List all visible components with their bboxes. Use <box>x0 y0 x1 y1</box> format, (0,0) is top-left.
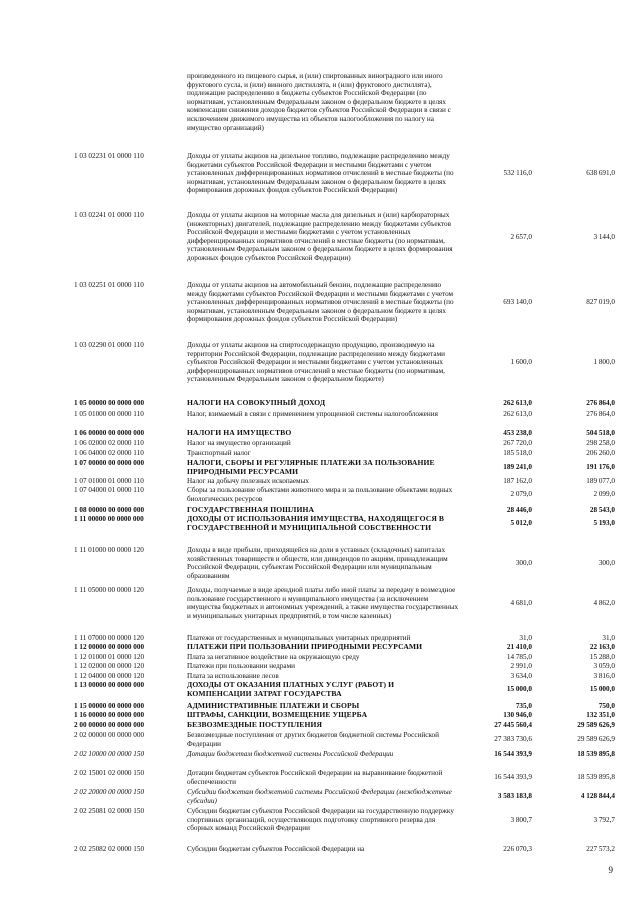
row-code: 2 02 25082 02 0000 150 <box>74 845 145 853</box>
row-code: 2 02 00000 00 0000 000 <box>74 731 145 739</box>
row-description: Дотации бюджетам бюджетной системы Российской Федерации <box>187 750 394 758</box>
row-value-year1: 3 583 183,8 <box>497 792 532 800</box>
row-code: 1 11 05000 00 0000 120 <box>74 586 144 594</box>
row-code: 1 12 04000 00 0000 120 <box>74 672 145 680</box>
row-code: 1 05 01000 00 0000 110 <box>74 410 144 418</box>
row-value-year1: 262 613,0 <box>503 410 532 418</box>
row-value-year2: 3 144,0 <box>593 233 615 241</box>
row-description: АДМИНИСТРАТИВНЫЕ ПЛАТЕЖИ И СБОРЫ <box>187 701 360 710</box>
row-value-year1: 453 238,0 <box>503 429 532 437</box>
row-code: 1 06 04000 02 0000 110 <box>74 449 144 457</box>
row-value-year2: 28 543,0 <box>589 506 615 514</box>
row-value-year2: 18 539 895,8 <box>577 773 615 781</box>
row-value-year1: 31,0 <box>519 634 532 642</box>
row-value-year2: 298 258,0 <box>586 439 615 447</box>
row-value-year1: 2 991,0 <box>510 662 532 670</box>
row-code: 1 06 02000 02 0000 110 <box>74 439 144 447</box>
row-value-year2: 4 128 844,4 <box>580 792 615 800</box>
row-value-year1: 27 383 730,6 <box>494 735 532 743</box>
row-value-year1: 2 657,0 <box>510 233 532 241</box>
row-value-year2: 29 589 626,9 <box>577 721 615 729</box>
row-value-year2: 3 059,0 <box>593 662 615 670</box>
row-value-year1: 693 140,0 <box>503 298 532 306</box>
row-description: Безвозмездные поступления от других бюджетов бюджетной системы Российской Федерации <box>187 731 439 748</box>
row-value-year1: 185 518,0 <box>503 449 532 457</box>
row-code: 1 13 00000 00 0000 000 <box>74 681 145 689</box>
row-value-year1: 189 241,0 <box>503 463 532 471</box>
row-value-year2: 5 193,0 <box>593 519 615 527</box>
row-description: Налог, взимаемый в связи с применением упрощенной системы налогообложения <box>187 410 438 418</box>
row-code: 1 03 02290 01 0000 110 <box>74 341 144 349</box>
row-description: БЕЗВОЗМЕЗДНЫЕ ПОСТУПЛЕНИЯ <box>187 720 323 729</box>
row-value-year1: 16 544 393,9 <box>494 750 532 758</box>
row-description: Транспортный налог <box>187 449 251 457</box>
row-code: 2 02 10000 00 0000 150 <box>74 750 145 758</box>
row-code: 1 08 00000 00 0000 000 <box>74 506 145 514</box>
row-value-year1: 14 785,0 <box>506 653 532 661</box>
row-value-year2: 2 099,0 <box>593 490 615 498</box>
row-value-year1: 16 544 393,9 <box>494 773 532 781</box>
row-value-year1: 267 720,0 <box>503 439 532 447</box>
row-description: Доходы от уплаты акцизов на спиртосодержащую продукцию, производимую на территории Российской Федерации, подлежащие распределению между бюджетами субъектов Российской Федерации и местными бюджетами с учетом установленных дифференцированных нормативов отчислений в местные бюджеты (по нормативам, установленным Федеральным законом о федеральном бюджете) <box>187 341 445 384</box>
row-code: 1 11 01000 00 0000 120 <box>74 546 144 554</box>
row-value-year2: 191 176,0 <box>586 463 615 471</box>
row-description: НАЛОГИ НА СОВОКУПНЫЙ ДОХОД <box>187 398 326 407</box>
row-value-year2: 31,0 <box>602 634 615 642</box>
row-description: Доходы, получаемые в виде арендной платы либо иной платы за передачу в возмездное пользование государственного и муниципального имущества (за исключением имущества бюджетных и автономных учреждений, а также имущества государственных и муниципальных унитарных предприятий, в том числе казенных) <box>187 586 459 620</box>
row-description: Платежи от государственных и муниципальных унитарных предприятий <box>187 634 411 642</box>
row-code: 1 11 07000 00 0000 120 <box>74 634 144 642</box>
row-value-year2: 638 691,0 <box>586 169 615 177</box>
row-value-year1: 1 600,0 <box>510 358 532 366</box>
row-value-year1: 262 613,0 <box>503 399 532 407</box>
row-value-year2: 227 573,2 <box>586 845 615 853</box>
row-description: ГОСУДАРСТВЕННАЯ ПОШЛИНА <box>187 505 315 514</box>
row-description: Субсидии бюджетам субъектов Российской Федерации на <box>187 845 365 853</box>
row-code: 1 06 00000 00 0000 000 <box>74 429 145 437</box>
row-value-year1: 27 445 560,4 <box>494 721 532 729</box>
row-value-year1: 226 070,3 <box>503 845 532 853</box>
row-value-year2: 827 019,0 <box>586 298 615 306</box>
row-code: 1 07 00000 00 0000 000 <box>74 459 145 467</box>
row-description: НАЛОГИ НА ИМУЩЕСТВО <box>187 428 292 437</box>
row-code: 1 15 00000 00 0000 000 <box>74 702 145 710</box>
row-description: Плата за использование лесов <box>187 672 279 680</box>
row-code: 2 02 20000 00 0000 150 <box>74 788 145 796</box>
row-code: 1 05 00000 00 0000 000 <box>74 399 145 407</box>
row-code: 2 02 25081 02 0000 150 <box>74 807 145 815</box>
row-value-year2: 15 000,0 <box>589 685 615 693</box>
row-value-year2: 504 518,0 <box>586 429 615 437</box>
row-value-year2: 276 864,0 <box>586 410 615 418</box>
row-value-year2: 132 351,0 <box>586 711 615 719</box>
row-description: Субсидии бюджетам бюджетной системы Российской Федерации (межбюджетные субсидии) <box>187 788 452 805</box>
row-value-year1: 735,0 <box>515 702 532 710</box>
row-code: 2 02 15001 02 0000 150 <box>74 769 145 777</box>
row-code: 1 03 02241 01 0000 110 <box>74 211 144 219</box>
row-description: Доходы от уплаты акцизов на дизельное топливо, подлежащие распределению между бюджетами субъектов Российской Федерации и местными бюджетами с учетом установленных дифференцированных нормативов отчислений в местные бюджеты (по нормативам, установленным Федеральным законом о федеральном бюджете в целях формирования дорожных фондов субъектов Российской Федерации) <box>187 152 454 195</box>
row-value-year2: 3 792,7 <box>593 816 615 824</box>
row-value-year2: 1 800,0 <box>593 358 615 366</box>
row-description: Плата за негативное воздействие на окружающую среду <box>187 653 360 661</box>
row-description: Доходы в виде прибыли, приходящейся на доли в уставных (складочных) капиталах хозяйственных товариществ и обществ, или дивидендов по акциям, принадлежащим Российской Федерации, субъектам Российской Федерации или муниципальным образованиям <box>187 546 448 580</box>
row-value-year2: 189 077,0 <box>586 477 615 485</box>
row-description: Сборы за пользование объектами животного мира и за пользование объектами водных биологических ресурсов <box>187 486 453 503</box>
row-value-year1: 3 800,7 <box>510 816 532 824</box>
row-description: Субсидии бюджетам субъектов Российской Федерации на государственную поддержку спортивных организаций, осуществляющих подготовку спортивного резерва для сборных команд Российской Федерации <box>187 807 454 833</box>
row-code: 1 03 02251 01 0000 110 <box>74 281 144 289</box>
row-value-year2: 4 862,0 <box>593 599 615 607</box>
row-value-year1: 130 946,0 <box>503 711 532 719</box>
row-code: 2 00 00000 00 0000 000 <box>74 721 145 729</box>
row-value-year1: 5 012,0 <box>510 519 532 527</box>
row-description: ДОХОДЫ ОТ ОКАЗАНИЯ ПЛАТНЫХ УСЛУГ (РАБОТ) И КОМПЕНСАЦИИ ЗАТРАТ ГОСУДАРСТВА <box>187 680 395 698</box>
row-description: Доходы от уплаты акцизов на моторные масла для дизельных и (или) карбюраторных (инжекторных) двигателей, подлежащие распределению между бюджетами субъектов Российской Федерации и местными бюджетами с учетом установленных дифференцированных нормативов отчислений в местные бюджеты (по нормативам, установленным Федеральным законом о федеральном бюджете в целях формирования дорожных фондов субъектов Российской Федерации) <box>187 211 453 262</box>
row-description: Налог на имущество организаций <box>187 439 291 447</box>
row-description: Налог на добычу полезных ископаемых <box>187 477 310 485</box>
row-value-year1: 187 162,0 <box>503 477 532 485</box>
row-code: 1 12 00000 00 0000 000 <box>74 643 145 651</box>
row-value-year1: 2 079,0 <box>510 490 532 498</box>
row-value-year2: 300,0 <box>598 559 615 567</box>
row-code: 1 07 04000 01 0000 110 <box>74 486 144 494</box>
row-description: НАЛОГИ, СБОРЫ И РЕГУЛЯРНЫЕ ПЛАТЕЖИ ЗА ПОЛЬЗОВАНИЕ ПРИРОДНЫМИ РЕСУРСАМИ <box>187 458 435 476</box>
row-value-year2: 750,0 <box>598 702 615 710</box>
row-value-year1: 532 116,0 <box>503 169 532 177</box>
row-value-year1: 3 634,0 <box>510 672 532 680</box>
row-code: 1 11 00000 00 0000 000 <box>74 515 144 523</box>
row-description: ДОХОДЫ ОТ ИСПОЛЬЗОВАНИЯ ИМУЩЕСТВА, НАХОДЯЩЕГОСЯ В ГОСУДАРСТВЕННОЙ И МУНИЦИПАЛЬНОЙ СОБСТВЕННОСТИ <box>187 514 445 532</box>
row-value-year2: 3 816,0 <box>593 672 615 680</box>
row-code: 1 12 01000 01 0000 120 <box>74 653 145 661</box>
row-value-year1: 4 681,0 <box>510 599 532 607</box>
row-value-year2: 276 864,0 <box>586 399 615 407</box>
row-code: 1 07 01000 01 0000 110 <box>74 477 144 485</box>
row-description: ПЛАТЕЖИ ПРИ ПОЛЬЗОВАНИИ ПРИРОДНЫМИ РЕСУРСАМИ <box>187 642 423 651</box>
row-value-year1: 300,0 <box>515 559 532 567</box>
row-code: 1 16 00000 00 0000 000 <box>74 711 145 719</box>
row-value-year1: 28 446,0 <box>506 506 532 514</box>
row-code: 1 12 02000 00 0000 120 <box>74 662 145 670</box>
row-code: 1 03 02231 01 0000 110 <box>74 152 144 160</box>
row-value-year1: 21 410,0 <box>506 643 532 651</box>
page-number: 9 <box>608 865 613 875</box>
row-value-year2: 15 288,0 <box>589 653 615 661</box>
row-value-year1: 15 000,0 <box>506 685 532 693</box>
row-description: произведенного из пищевого сырья, и (или) спиртованных виноградного или иного фруктового сусла, и (или) винного дистиллята, и (или) фруктового дистиллята), подлежащие распределению в бюджеты субъектов Российской Федерации (по нормативам, установленным Федеральным законом о федеральном бюджете в целях компенсации снижения доходов бюджетов субъектов Российской Федерации в связи с исключением движимого имущества из объектов налогообложения по налогу на имущество организаций) <box>187 72 451 132</box>
row-value-year2: 29 589 626,9 <box>577 735 615 743</box>
row-value-year2: 18 539 895,8 <box>577 750 615 758</box>
row-value-year2: 22 163,0 <box>589 643 615 651</box>
row-value-year2: 206 260,0 <box>586 449 615 457</box>
row-description: ШТРАФЫ, САНКЦИИ, ВОЗМЕЩЕНИЕ УЩЕРБА <box>187 710 368 719</box>
row-description: Доходы от уплаты акцизов на автомобильный бензин, подлежащие распределению между бюджетами субъектов Российской Федерации и местными бюджетами с учетом установленных дифференцированных нормативов отчислений в местные бюджеты (по нормативам, установленным Федеральным законом о федеральном бюджете в целях формирования дорожных фондов субъектов Российской Федерации) <box>187 281 454 324</box>
row-description: Платежи при пользовании недрами <box>187 662 296 670</box>
row-description: Дотации бюджетам субъектов Российской Федерации на выравнивание бюджетной обеспеченности <box>187 769 443 786</box>
